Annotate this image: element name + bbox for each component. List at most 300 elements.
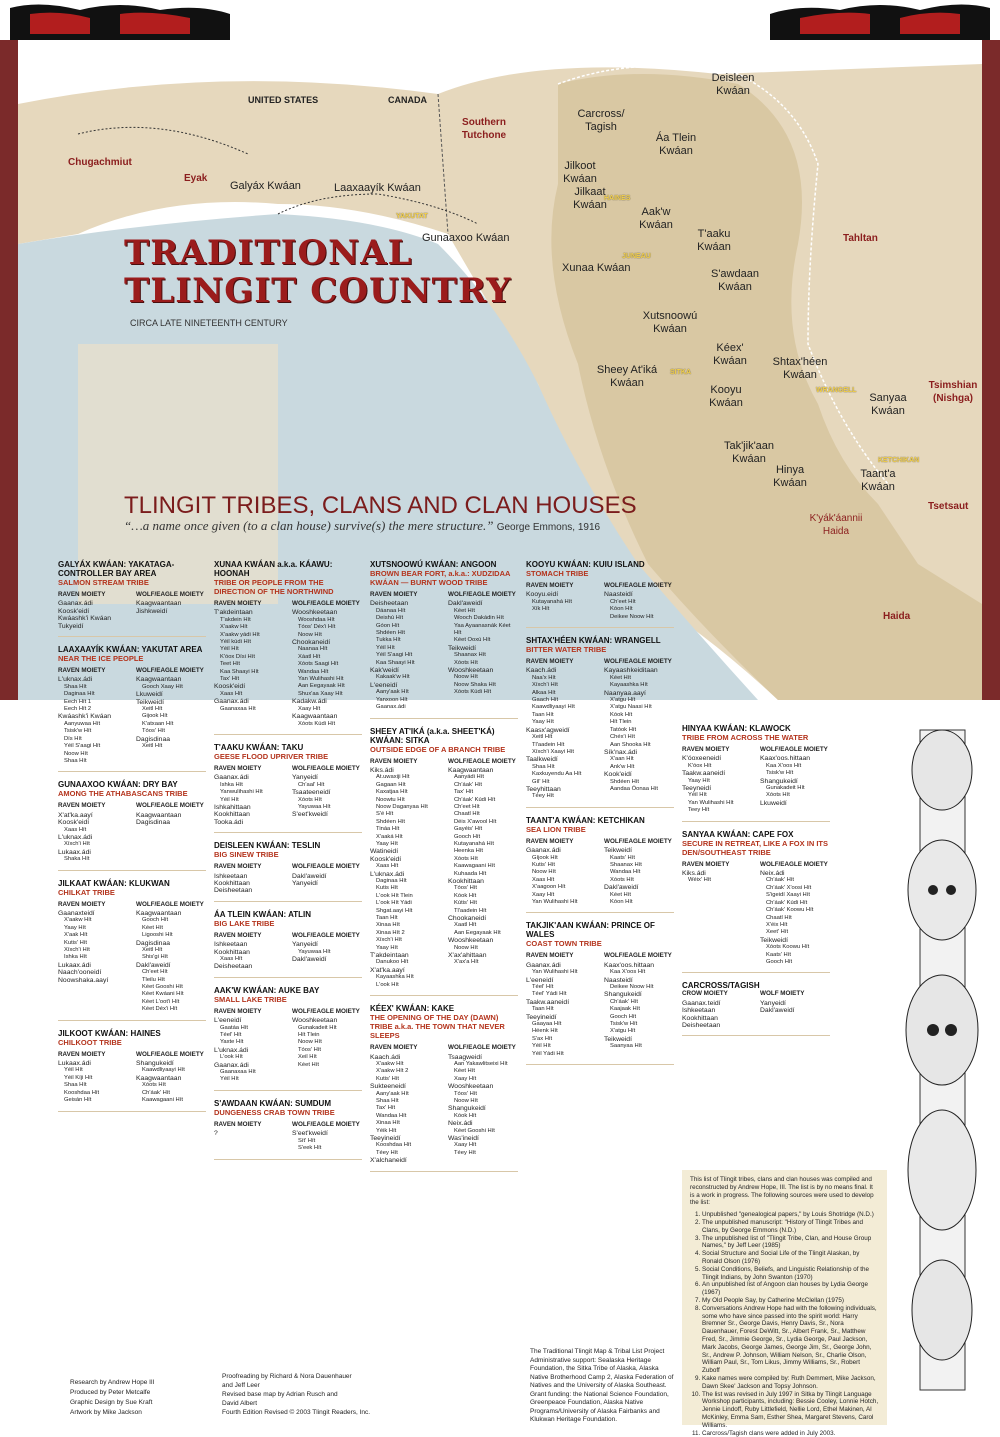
moiety-heading: WOLF/EAGLE MOIETY xyxy=(448,591,518,598)
label-united-states: UNITED STATES xyxy=(248,94,318,107)
label-taanta: Taant'a Kwáan xyxy=(860,468,896,494)
tribe-block xyxy=(526,636,674,808)
totem-pole-icon xyxy=(895,710,990,1410)
label-jilkoot: Jilkoot Kwáan xyxy=(562,160,598,186)
clan-name: Teikweidí xyxy=(448,645,518,652)
wolf-moiety xyxy=(136,667,206,765)
clan-house: Xaay Hít xyxy=(448,1076,518,1083)
clan-name: Taakw.aaneidí xyxy=(526,999,596,1006)
clan-house: Téey Hít xyxy=(370,1150,440,1157)
source-item: 7. My Old People Say, by Catherine McClellan (1975) xyxy=(702,1297,879,1305)
clan-house: Ch'áak' Kúdi Hít xyxy=(760,900,830,907)
clan-name: Tooka.ádi xyxy=(214,819,284,826)
clan-name: Kadakw.ádi xyxy=(292,698,362,705)
clan-house: Xaay Hít xyxy=(448,1142,518,1149)
clan-name: Jishkweidí xyxy=(136,608,206,615)
clan-house: Kéet Gooshi Hít xyxy=(448,1128,518,1135)
clan-house: Ch'aal' Hít xyxy=(292,782,362,789)
source-item: 5. Social Conditions, Beliefs, and Linguistic Relationship of the Tlingit Indians, by John Swanton (1970) xyxy=(702,1266,879,1282)
raven-moiety xyxy=(682,746,752,815)
formline-art-icon xyxy=(0,0,1000,44)
clan-house: X'aagoon Hít xyxy=(526,884,596,891)
clan-house: Shaa Hít xyxy=(370,1098,440,1105)
label-sanyaa: Sanyaa Kwáan xyxy=(868,392,908,418)
clan-house: Kaxatjaa Hít xyxy=(370,789,440,796)
clan-name: Ishkeetaan xyxy=(214,941,284,948)
clan-house: Xaas Hít xyxy=(526,877,596,884)
label-kooyu: Kooyu Kwáan xyxy=(706,384,746,410)
moiety-heading: RAVEN MOIETY xyxy=(214,863,284,870)
wolf-moiety xyxy=(604,658,674,801)
clan-name: L'uknax.ádi xyxy=(214,1047,284,1054)
wolf-moiety xyxy=(604,952,674,1058)
clan-house: Aany'aak Hít xyxy=(370,1091,440,1098)
clan-house: Kooshdaa Hít xyxy=(370,1142,440,1149)
label-carcross: Carcross/ Tagish xyxy=(574,108,628,134)
clan-name: Kiks.ádi xyxy=(370,767,440,774)
clan-house: Ch'áak' Koowu Hít xyxy=(760,907,830,914)
tribe-heading: XUTSNOOWÚ KWÁAN: ANGOON xyxy=(370,560,518,569)
moiety-heading: WOLF/EAGLE MOIETY xyxy=(292,765,362,772)
clan-name: Tukyeidí xyxy=(58,623,128,630)
clan-house: Tleilu Hít xyxy=(136,977,206,984)
clan-house: Kooshdaa Hít xyxy=(58,1090,128,1097)
clan-house: Yéil S'aagi Hít xyxy=(58,743,128,750)
moiety-heading: WOLF/EAGLE MOIETY xyxy=(136,802,206,809)
clan-house: Eech Hít 1 xyxy=(58,699,128,706)
clan-house: Kéet L'oot'i Hít xyxy=(136,999,206,1006)
moiety-heading: WOLF/EAGLE MOIETY xyxy=(760,861,830,868)
clan-name: Tsaateeneidí xyxy=(292,789,362,796)
poster-subtitle: CIRCA LATE NINETEENTH CENTURY xyxy=(130,318,288,328)
clan-name: Wooshkeetaan xyxy=(448,1083,518,1090)
clan-house: Kaats' Hít xyxy=(604,855,674,862)
clan-house: Kéet Hít xyxy=(604,892,674,899)
moiety-columns xyxy=(58,591,206,630)
tribe-heading: JILKAAT KWÁAN: KLUKWAN xyxy=(58,879,206,888)
moiety-columns xyxy=(214,765,362,826)
raven-moiety xyxy=(58,667,128,765)
right-border xyxy=(982,40,1000,700)
wolf-moiety xyxy=(760,746,830,815)
clan-house: Yaxte Hít xyxy=(214,1039,284,1046)
clan-house: Tsisk'w Hít xyxy=(760,770,830,777)
clan-house: Tsisk'w Hít xyxy=(604,1021,674,1028)
raven-moiety xyxy=(214,600,284,728)
clan-house: Kutayanahá Hít xyxy=(448,841,518,848)
clan-house: Yaay Hít xyxy=(370,841,440,848)
credit-line: Revised base map by Adrian Rusch and xyxy=(222,1390,370,1399)
clan-house: Yan Wulihashi Hít xyxy=(292,676,362,683)
clan-house: X'éix Hít xyxy=(760,922,830,929)
clan-house: Xaas Hít xyxy=(214,956,284,963)
clan-name: Deisheetaan xyxy=(214,963,284,970)
clan-name: Yanyeidí xyxy=(292,880,362,887)
clan-house: X'aakw Hít xyxy=(370,1061,440,1068)
clan-house: Yaay Hít xyxy=(526,719,596,726)
moiety-heading: RAVEN MOIETY xyxy=(526,952,596,959)
clan-house: Héenk Hít xyxy=(526,1028,596,1035)
clan-house: Ishka Hít xyxy=(214,782,284,789)
wolf-moiety xyxy=(292,1008,362,1084)
source-item: 1. Unpublished "genealogical papers," by Louis Shotridge (N.D.) xyxy=(702,1211,879,1219)
clan-house: Kayaashka Hít xyxy=(370,974,440,981)
tribe-heading: T'AAKU KWÁAN: TAKU xyxy=(214,743,362,752)
column-1 xyxy=(58,560,206,1120)
clan-house: Yéil Hít xyxy=(526,1043,596,1050)
tribe-block xyxy=(214,743,362,833)
raven-moiety xyxy=(370,1044,440,1165)
tribe-heading: AAK'W KWÁAN: AUKE BAY xyxy=(214,986,362,995)
column-3 xyxy=(370,560,518,1180)
clan-house: Danukoo Hít xyxy=(370,959,440,966)
clan-name: Kaach.ádi xyxy=(526,667,596,674)
clan-house: X'aaká Hít xyxy=(370,834,440,841)
tribe-block xyxy=(58,560,206,637)
clan-house: Xóots Hít xyxy=(292,797,362,804)
clan-house: Yéil Hít xyxy=(214,797,284,804)
tribe-translation: SALMON STREAM TRIBE xyxy=(58,578,206,587)
tribe-translation: DUNGENESS CRAB TOWN TRIBE xyxy=(214,1108,362,1117)
clan-house: Téel' Hít xyxy=(214,1032,284,1039)
moiety-columns xyxy=(526,582,674,621)
clan-house: X'atgu Hít xyxy=(604,1028,674,1035)
raven-moiety xyxy=(526,658,596,801)
clan-house: S'eek Hít xyxy=(292,1145,362,1152)
tribe-heading: KÉEX' KWÁAN: KAKE xyxy=(370,1004,518,1013)
moiety-heading: WOLF/EAGLE MOIETY xyxy=(448,758,518,765)
moiety-heading: RAVEN MOIETY xyxy=(370,758,440,765)
clan-name: Kook'eidí xyxy=(604,771,674,778)
clan-house: Shaka Hít xyxy=(58,856,128,863)
clan-house: Xeitl Hít xyxy=(136,743,206,750)
clan-house: Kaa X'oos Hít xyxy=(604,969,674,976)
clan-house: Wéix' Hít xyxy=(682,877,752,884)
clan-house: Kóok Hít xyxy=(448,1113,518,1120)
tribe-block xyxy=(370,1004,518,1172)
clan-house: Yéil Hít xyxy=(370,645,440,652)
clan-house: Yéil Kíji Hít xyxy=(58,1075,128,1082)
clan-name: Taalkweidí xyxy=(526,756,596,763)
clan-house: Aandaa Óonaa Hít xyxy=(604,786,674,793)
clan-house: Kaawdliyaayi Hít xyxy=(526,704,596,711)
tribe-translation: GEESE FLOOD UPRIVER TRIBE xyxy=(214,752,362,761)
credit-line: Produced by Peter Metcalfe xyxy=(70,1388,155,1398)
credit-line: Artwork by Mike Jackson xyxy=(70,1408,155,1418)
wolf-moiety xyxy=(448,1044,518,1165)
tribe-heading: GALYÁX KWÁAN: YAKATAGA-CONTROLLER BAY AREA xyxy=(58,560,206,578)
moiety-heading: RAVEN MOIETY xyxy=(214,600,284,607)
label-xutsnoowu: Xutsnoowú Kwáan xyxy=(638,310,702,336)
clan-house: Xíxch'i Hít xyxy=(370,937,440,944)
label-sawdaan: S'awdaan Kwáan xyxy=(710,268,760,294)
clan-house: Heenka Hít xyxy=(448,848,518,855)
clan-house: Shaanax Hít xyxy=(448,652,518,659)
label-keex: Kéex' Kwáan xyxy=(712,342,748,368)
clan-house: Yan Wulihashi Hít xyxy=(682,800,752,807)
clan-name: X'at'ka.aayí xyxy=(370,967,440,974)
clan-house: Noow Hít xyxy=(448,1098,518,1105)
quote-text: “…a name once given (to a clan house) survive(s) the mere structure.” xyxy=(124,518,493,533)
raven-moiety xyxy=(214,765,284,826)
clan-house: Tóos' Hít xyxy=(292,1047,362,1054)
clan-name: Teeyineidí xyxy=(370,1135,440,1142)
clan-house: Gunakadeit Hít xyxy=(292,1025,362,1032)
clan-house: Dís Hít xyxy=(58,736,128,743)
tribe-heading: GUNAAXOO KWÁAN: DRY BAY xyxy=(58,780,206,789)
clan-house: Tukka Hít xyxy=(370,637,440,644)
tribe-translation: CHILKAT TRIBE xyxy=(58,888,206,897)
clan-name: Shangukeidí xyxy=(760,778,830,785)
tribe-translation: TRIBE OR PEOPLE FROM THE DIRECTION OF THE NORTHWIND xyxy=(214,578,362,596)
clan-name: Chookaneidí xyxy=(448,915,518,922)
clan-house: Yanwulihashi Hít xyxy=(214,789,284,796)
clan-house: Aan Eegayaak Hít xyxy=(292,683,362,690)
clan-house: Kaawagaani Hít xyxy=(136,1097,206,1104)
label-sheey-atika: Sheey At'iká Kwáan xyxy=(592,364,662,390)
clan-name: Dakl'aweidí xyxy=(604,884,674,891)
clan-name: Kookhittaan xyxy=(214,880,284,887)
clan-house: Yaay Hít xyxy=(58,925,128,932)
source-item: 11. Carcross/Tagish clans were added in July 2003. xyxy=(702,1430,879,1437)
clan-house: Chaatl Hít xyxy=(448,811,518,818)
clan-name: T'akdeintaan xyxy=(214,609,284,616)
moiety-heading: WOLF/EAGLE MOIETY xyxy=(604,838,674,845)
clan-house: Kutis' Hít xyxy=(370,1076,440,1083)
clan-house: S'é Hít xyxy=(370,811,440,818)
clan-name: Ishkahittaan xyxy=(214,804,284,811)
wolf-moiety xyxy=(292,932,362,971)
label-aakw: Aak'w Kwáan xyxy=(638,206,674,232)
tribe-translation: BIG SINEW TRIBE xyxy=(214,850,362,859)
clan-house: Ch'áak' Kúdi Hít xyxy=(448,797,518,804)
moiety-columns xyxy=(214,1121,362,1153)
clan-house: Daginaa Hít xyxy=(370,878,440,885)
clan-house: Kóon Hít xyxy=(604,606,674,613)
clan-house: Tl'aadein Hít xyxy=(526,742,596,749)
clan-name: Gaanax.ádi xyxy=(214,774,284,781)
tribe-block xyxy=(526,816,674,914)
clan-name: Kaagwaantaan xyxy=(448,767,518,774)
clan-house: Shaa Hít xyxy=(58,1082,128,1089)
moiety-heading: RAVEN MOIETY xyxy=(58,802,128,809)
raven-moiety xyxy=(682,990,752,1029)
clan-house: Kutis' Hít xyxy=(526,862,596,869)
clan-name: Wooshkeetaan xyxy=(292,1017,362,1024)
clan-house: Kéet Gooshi Hít xyxy=(136,984,206,991)
clan-name: Dakl'aweidí xyxy=(292,956,362,963)
moiety-heading: WOLF/EAGLE MOIETY xyxy=(136,1051,206,1058)
moiety-heading: WOLF/EAGLE MOIETY xyxy=(292,863,362,870)
column-2 xyxy=(214,560,362,1168)
tribe-block xyxy=(214,560,362,735)
clan-house: Téey Hít xyxy=(526,793,596,800)
clan-house: Kéet Hít xyxy=(292,1062,362,1069)
clan-house: Yéil S'aagi Hít xyxy=(370,652,440,659)
credit-line: Research by Andrew Hope III xyxy=(70,1378,155,1388)
clan-house: Noow Hít xyxy=(526,869,596,876)
raven-moiety xyxy=(370,591,440,712)
clan-house: Ishka Hít xyxy=(58,954,128,961)
clan-house: Aan Shooka Hít xyxy=(604,742,674,749)
clan-house: Taan Hít xyxy=(526,1006,596,1013)
clan-house: Xinaa Hít xyxy=(370,1120,440,1127)
raven-moiety xyxy=(58,1051,128,1105)
clan-name: Dakl'aweidí xyxy=(136,962,206,969)
moiety-columns xyxy=(370,591,518,712)
moiety-columns xyxy=(370,758,518,990)
clan-house: Shdéen Hít xyxy=(370,630,440,637)
moiety-columns xyxy=(214,1008,362,1084)
clan-house: Deikee Noow Hít xyxy=(604,984,674,991)
tribe-heading: JILKOOT KWÁAN: HAINES xyxy=(58,1029,206,1038)
clan-house: Xóots Hít xyxy=(760,792,830,799)
moiety-heading: WOLF/EAGLE MOIETY xyxy=(604,658,674,665)
clan-house: Kéet Ooxú Hít xyxy=(448,637,518,644)
clan-house: Xeil Hít xyxy=(292,1054,362,1061)
raven-moiety xyxy=(58,591,128,630)
clan-name: Dakl'aweidí xyxy=(760,1007,830,1014)
clan-name: Kaax'oos.hittaan xyxy=(604,962,674,969)
clan-house: Kaa Shaayi Hít xyxy=(370,660,440,667)
clan-house: Wooch Dakádin Hít xyxy=(448,615,518,622)
clan-house: Wandaa Hít xyxy=(370,1113,440,1120)
clan-house: K'óox Dísi Hít xyxy=(214,654,284,661)
clan-name: Neix.ádi xyxy=(448,1120,518,1127)
moiety-heading: RAVEN MOIETY xyxy=(214,1121,284,1128)
clan-house: Xíxch'i Hít xyxy=(526,682,596,689)
moiety-columns xyxy=(682,861,830,967)
clan-house: Noow Hít xyxy=(292,1039,362,1046)
clan-house: Gaanaxaa Hít xyxy=(214,1069,284,1076)
clan-name: Lukaax.ádi xyxy=(58,962,128,969)
wolf-moiety xyxy=(292,1121,362,1153)
clan-house: Xaay Hít xyxy=(292,706,362,713)
column-4 xyxy=(526,560,674,1073)
clan-name: Teeyhittaan xyxy=(526,786,596,793)
label-haida: Haida xyxy=(883,610,910,623)
clan-house: Xíxch'i Xaayi Hít xyxy=(526,749,596,756)
clan-house: Xaatl Hít xyxy=(448,922,518,929)
clan-house: Tax' Hít xyxy=(214,676,284,683)
clan-name: S'eet'kweidí xyxy=(292,811,362,818)
clan-house: Noow Hít xyxy=(58,751,128,758)
tribe-block xyxy=(214,986,362,1091)
quote xyxy=(124,518,600,534)
clan-name: Tsaagweidí xyxy=(448,1054,518,1061)
clan-name: Sukteeneidí xyxy=(370,1083,440,1090)
clan-house: Shdéen Hít xyxy=(604,779,674,786)
wolf-moiety xyxy=(136,802,206,863)
clan-house: Gijook Hít xyxy=(136,713,206,720)
tribe-block xyxy=(682,830,830,974)
moiety-heading: RAVEN MOIETY xyxy=(526,658,596,665)
clan-name: L'uknax.ádi xyxy=(58,676,128,683)
clan-house: Ch'áak' X'oosi Hít xyxy=(760,885,830,892)
clan-house: Yéil Hít xyxy=(682,792,752,799)
tribe-block xyxy=(526,921,674,1065)
clan-name: Deisheetaan xyxy=(682,1022,752,1029)
clan-house: Kakaak'w Hít xyxy=(370,674,440,681)
clan-name: L'eeneidí xyxy=(370,682,440,689)
clan-house: Ch'áak' Hít xyxy=(448,782,518,789)
clan-house: Ligooshi Hít xyxy=(136,932,206,939)
clan-house: Hít Tlein xyxy=(604,719,674,726)
clan-name: Ishkeetaan xyxy=(214,873,284,880)
clan-name: X'ax'ahittaan xyxy=(448,952,518,959)
clan-name: Noowshaka.aayí xyxy=(58,977,128,984)
clan-house: Kóok Hít xyxy=(604,712,674,719)
clan-name: Kayaashkeiditaan xyxy=(604,667,674,674)
clan-name: Kaax'oos.hittaan xyxy=(760,755,830,762)
wolf-moiety xyxy=(448,591,518,712)
clan-house: Kéet Déx'i Hít xyxy=(136,1006,206,1013)
wolf-moiety xyxy=(136,1051,206,1105)
clan-house: Kutayanahá Hít xyxy=(526,599,596,606)
moiety-heading: WOLF/EAGLE MOIETY xyxy=(604,952,674,959)
clan-name: Gaanax.teidí xyxy=(682,1000,752,1007)
moiety-heading: RAVEN MOIETY xyxy=(58,667,128,674)
clan-name: Kookhittaan xyxy=(448,878,518,885)
clan-house: Shux'aa Xaay Hít xyxy=(292,691,362,698)
clan-house: Alkaa Hít xyxy=(526,690,596,697)
label-takjikaan: Tak'jik'aan Kwáan xyxy=(722,440,776,466)
tribe-heading: KOOYU KWÁAN: KUIU ISLAND xyxy=(526,560,674,569)
clan-house: Gayéis' Hít xyxy=(448,826,518,833)
clan-house: Gooch Hít xyxy=(604,1014,674,1021)
clan-name: Taakw.aaneidí xyxy=(682,770,752,777)
label-kaigani: K'yák'áannii Haida xyxy=(806,512,866,538)
clan-house: Téey Hít xyxy=(448,1150,518,1157)
tribe-translation: AMONG THE ATHABASCANS TRIBE xyxy=(58,789,206,798)
clan-name: Koosk'eidí xyxy=(58,819,128,826)
tribe-block xyxy=(58,879,206,1021)
clan-house: Kaawdliyaayi Hít xyxy=(136,1067,206,1074)
label-aa-tlein: Áa Tlein Kwáan xyxy=(652,132,700,158)
clan-house: Xeitl Hít xyxy=(136,947,206,954)
tribe-block xyxy=(370,560,518,719)
clan-name: Kooyu.eidí xyxy=(526,591,596,598)
raven-moiety xyxy=(58,802,128,863)
tribe-block xyxy=(58,645,206,772)
source-item: 2. The unpublished manuscript: "History of Tlingit Tribes and Clans, by George Emmons (N.D.) xyxy=(702,1219,879,1235)
credit-line: David Albert xyxy=(222,1399,370,1408)
clan-house: Aanyuwaa Hít xyxy=(58,721,128,728)
wolf-moiety xyxy=(604,838,674,907)
clan-house: Shis'gi Hít xyxy=(136,954,206,961)
quote-source: George Emmons, 1916 xyxy=(497,522,600,533)
clan-name: Teeyineidí xyxy=(526,1014,596,1021)
tribe-block xyxy=(214,1099,362,1160)
clan-house: Kéet Kwáani Hít xyxy=(136,991,206,998)
tribe-translation: SECURE IN RETREAT, LIKE A FOX IN ITS DEN/SOUTHEAST TRIBE xyxy=(682,839,830,857)
left-border xyxy=(0,40,18,700)
clan-name: Deisheetaan xyxy=(370,600,440,607)
clan-house: Wandaa Hít xyxy=(604,869,674,876)
clan-house: Gaanaxaa Hít xyxy=(214,706,284,713)
raven-moiety xyxy=(214,1121,284,1153)
clan-name: Naach'ooneidí xyxy=(58,969,128,976)
tribe-translation: NEAR THE ICE PEOPLE xyxy=(58,654,206,663)
credit-line: Fourth Edition Revised © 2003 Tlingit Readers, Inc. xyxy=(222,1408,370,1417)
clan-house: Shgat.aayi Hít xyxy=(370,908,440,915)
clan-house: Kéet Hít xyxy=(136,925,206,932)
clan-house: X'aan Hít xyxy=(604,756,674,763)
clan-house: Noow Daganyaa Hít xyxy=(370,804,440,811)
moiety-heading: RAVEN MOIETY xyxy=(370,1044,440,1051)
clan-house: Kutis' Hít xyxy=(58,940,128,947)
moiety-heading: WOLF/EAGLE MOIETY xyxy=(136,901,206,908)
